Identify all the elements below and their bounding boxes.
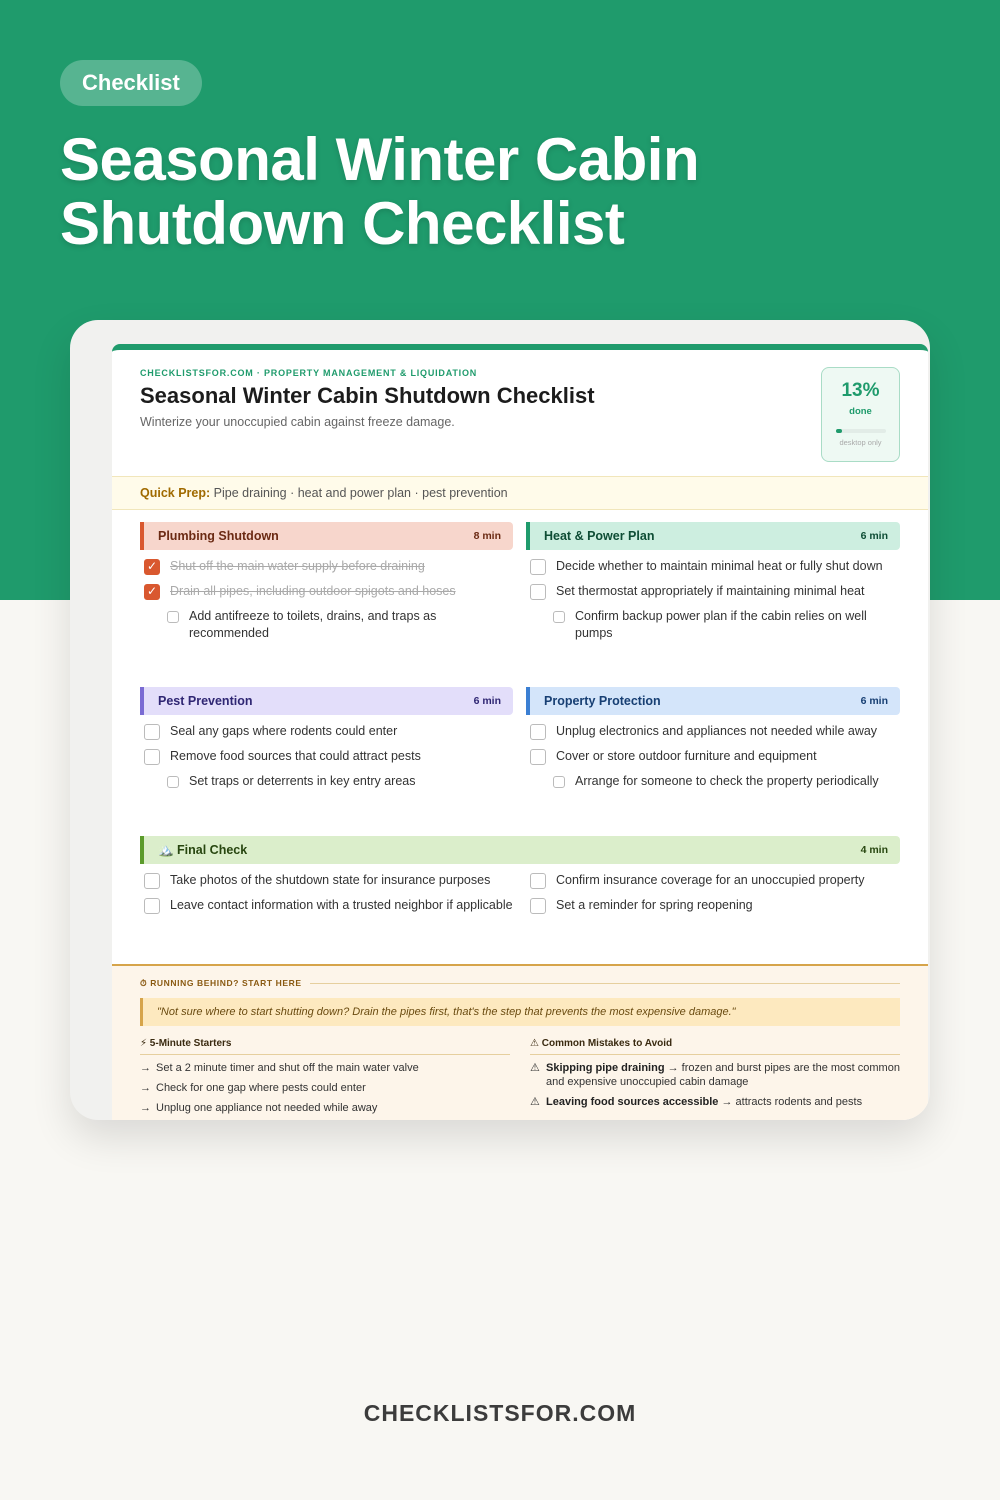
checkbox[interactable]: ✓ — [144, 584, 160, 600]
checklist-item-text: Set a reminder for spring reopening — [556, 898, 753, 912]
section-title: Plumbing Shutdown — [158, 529, 279, 543]
mistake-item — [530, 1061, 900, 1089]
checklist-item[interactable] — [526, 897, 900, 914]
arrow-icon: → — [140, 1062, 151, 1074]
checklist-item[interactable] — [526, 773, 900, 790]
document-subtitle: Winterize your unoccupied cabin against freeze damage. — [140, 415, 455, 429]
progress-label: done — [849, 406, 872, 417]
checklist-item-text: Unplug electronics and appliances not needed while away — [556, 724, 878, 738]
checklist-item[interactable] — [140, 773, 513, 790]
checklist-item-text: Set traps or deterrents in key entry areas — [189, 774, 416, 788]
section-plumbing-shutdown — [140, 522, 513, 642]
arrow-icon: → — [140, 1102, 151, 1114]
checklist-item-text: Shut off the main water supply before draining — [170, 559, 425, 573]
section-time: 6 min — [860, 530, 888, 542]
checklist-item[interactable] — [140, 748, 513, 765]
section-time: 6 min — [860, 695, 888, 707]
checklist-item[interactable] — [526, 748, 900, 765]
checklist-badge: Checklist — [60, 60, 202, 106]
progress-fill — [836, 429, 843, 433]
running-behind-title: ⏱ RUNNING BEHIND? START HERE — [140, 978, 302, 988]
checklist-item-text: Cover or store outdoor furniture and equipment — [556, 749, 817, 763]
footer-brand: CHECKLISTSFOR.COM — [363, 1400, 637, 1426]
document-header — [112, 350, 928, 476]
warning-icon: ⚠ — [530, 1062, 540, 1074]
checkbox[interactable] — [530, 724, 546, 740]
checklist-item-text: Arrange for someone to check the property periodically — [575, 774, 879, 788]
section-title: Property Protection — [544, 694, 661, 708]
progress-percent: 13% — [841, 380, 880, 401]
checklist-document — [112, 344, 928, 1120]
checklist-item-text: Leave contact information with a trusted neighbor if applicable — [170, 898, 513, 912]
checkbox[interactable] — [530, 749, 546, 765]
mistake-text: → frozen and burst pipes are the most common and expensive unoccupied cabin damage — [546, 1062, 900, 1088]
checklist-item-text: Decide whether to maintain minimal heat or fully shut down — [556, 559, 883, 573]
checkbox[interactable] — [530, 898, 546, 914]
quick-prep-text: Pipe draining · heat and power plan · pest prevention — [213, 486, 508, 500]
checklist-item[interactable] — [140, 608, 513, 642]
starters-column — [140, 1038, 510, 1115]
section-heat-power-plan — [526, 522, 900, 642]
checklist-item[interactable] — [140, 872, 513, 889]
checkbox[interactable] — [167, 611, 179, 623]
warning-icon: ⚠ — [530, 1096, 540, 1108]
section-time: 8 min — [473, 530, 501, 542]
section-title: Heat & Power Plan — [544, 529, 655, 543]
checkbox[interactable] — [167, 776, 179, 788]
checkbox[interactable] — [553, 776, 565, 788]
checkbox[interactable] — [144, 873, 160, 889]
starter-text: Unplug one appliance not needed while away — [156, 1102, 378, 1114]
checklist-item[interactable] — [526, 872, 900, 889]
checkbox[interactable]: ✓ — [144, 559, 160, 575]
mistake-text: → attracts rodents and pests — [721, 1096, 863, 1108]
mistake-item — [530, 1095, 900, 1109]
mistakes-title: ⚠ Common Mistakes to Avoid — [530, 1038, 900, 1055]
checklist-item[interactable] — [140, 897, 513, 914]
section-header — [526, 687, 900, 715]
checklist-item-text: Set thermostat appropriately if maintaining minimal heat — [556, 584, 865, 598]
checklist-item-text: Confirm backup power plan if the cabin relies on well pumps — [575, 609, 867, 640]
starter-item — [140, 1081, 510, 1095]
checklist-item[interactable] — [140, 723, 513, 740]
checklist-item-text: Remove food sources that could attract pests — [170, 749, 421, 763]
divider — [310, 983, 900, 984]
checkbox[interactable] — [144, 749, 160, 765]
mistake-label: Leaving food sources accessible — [546, 1096, 719, 1108]
progress-card — [821, 367, 900, 462]
hero-title — [60, 128, 920, 256]
section-header — [140, 522, 513, 550]
checklist-item-text: Add antifreeze to toilets, drains, and traps as recommended — [189, 609, 437, 640]
document-title: Seasonal Winter Cabin Shutdown Checklist — [140, 383, 595, 408]
preview-frame — [70, 320, 930, 1120]
section-header — [140, 687, 513, 715]
checkbox[interactable] — [553, 611, 565, 623]
hero-title-line-1: Seasonal Winter Cabin — [60, 126, 700, 193]
mistakes-column — [530, 1038, 900, 1115]
section-title: 🏔️ Final Check — [158, 842, 248, 857]
checklist-item-text: Drain all pipes, including outdoor spigots and hoses — [170, 584, 456, 598]
checklist-item[interactable] — [526, 558, 900, 575]
starter-item — [140, 1061, 510, 1075]
checkbox[interactable] — [144, 898, 160, 914]
checklist-item-text: Take photos of the shutdown state for insurance purposes — [170, 873, 491, 887]
running-behind-panel — [112, 964, 928, 1120]
checkbox[interactable] — [144, 724, 160, 740]
section-title: Pest Prevention — [158, 694, 253, 708]
starter-text: Check for one gap where pests could enter — [156, 1082, 366, 1094]
checklist-item[interactable] — [526, 608, 900, 642]
section-pest-prevention — [140, 687, 513, 790]
section-final-check — [140, 836, 900, 914]
section-time: 6 min — [473, 695, 501, 707]
starters-title: ⚡ 5-Minute Starters — [140, 1038, 510, 1055]
checklist-item[interactable] — [140, 558, 513, 575]
mistake-label: Skipping pipe draining — [546, 1062, 665, 1074]
section-property-protection — [526, 687, 900, 790]
section-time: 4 min — [860, 844, 888, 856]
starter-item — [140, 1101, 510, 1115]
section-header — [526, 522, 900, 550]
hero-title-line-2: Shutdown Checklist — [60, 190, 625, 257]
arrow-icon: → — [140, 1082, 151, 1094]
checkbox[interactable] — [530, 584, 546, 600]
checklist-item-text: Confirm insurance coverage for an unoccupied property — [556, 873, 865, 887]
checklist-item[interactable] — [526, 583, 900, 600]
advice-quote: "Not sure where to start shutting down? Drain the pipes first, that's the step that prevents the most expensive damage." — [140, 998, 900, 1026]
running-behind-heading — [140, 978, 900, 989]
checklist-item-text: Seal any gaps where rodents could enter — [170, 724, 398, 738]
checkbox[interactable] — [530, 873, 546, 889]
checklist-item[interactable] — [526, 723, 900, 740]
section-header — [140, 836, 900, 864]
starter-text: Set a 2 minute timer and shut off the main water valve — [156, 1062, 419, 1074]
progress-note: desktop only — [839, 438, 882, 447]
progress-track — [836, 429, 886, 433]
quick-prep-label: Quick Prep: — [140, 486, 211, 500]
checkbox[interactable] — [530, 559, 546, 575]
quick-prep-bar — [112, 476, 928, 510]
site-eyebrow: CHECKLISTSFOR.COM · PROPERTY MANAGEMENT & LIQUIDATION — [140, 368, 478, 378]
checklist-item[interactable] — [140, 583, 513, 600]
